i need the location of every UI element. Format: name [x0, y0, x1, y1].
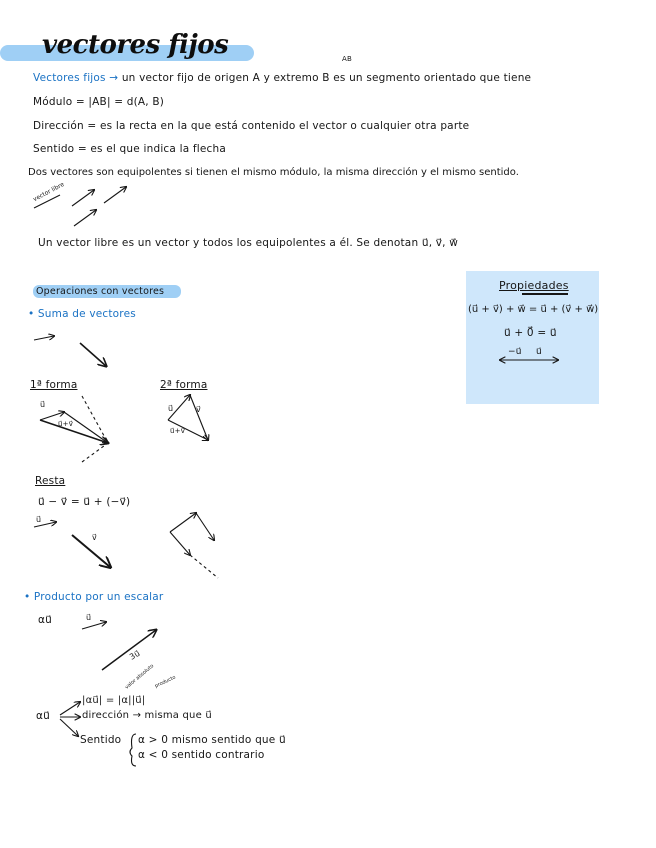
sentido-brace [130, 734, 136, 766]
resta-label-u: u⃗ [36, 515, 42, 524]
forma2-label-u: u⃗ [168, 404, 174, 413]
prop-opuesto-neg: −u⃗ [508, 347, 522, 357]
modulo-equation: |αu⃗| = |α||u⃗| [82, 695, 146, 706]
sentido-label: Sentido [80, 734, 122, 746]
forma1-u-arrow [40, 412, 64, 420]
equipolent-arrow-2 [104, 187, 126, 203]
forma1-label-uv: u⃗+v⃗ [58, 420, 74, 428]
alpha-u-branch: αu⃗ [36, 710, 50, 722]
direccion-line: Dirección = es la recta en la que está contenido el vector o cualquier otra parte [33, 120, 470, 132]
forma2-label: 2ª forma [160, 379, 208, 391]
suma-heading: • Suma de vectores [28, 308, 136, 320]
propiedades-title: Propiedades [499, 279, 569, 292]
vector-libre-underline [34, 195, 60, 208]
forma2-label-uv: u⃗+v⃗ [170, 427, 186, 435]
ab-superscript: AB [342, 55, 352, 63]
forma2-label-v: v⃗ [196, 405, 201, 414]
forma2-v-arrow [190, 395, 208, 440]
prop-neutro: u⃗ + 0⃗ = u⃗ [504, 327, 557, 339]
resta-equation: u⃗ − v⃗ = u⃗ + (−v⃗) [38, 496, 131, 508]
page-title: vectores fijos [42, 30, 229, 60]
operaciones-heading: Operaciones con vectores [36, 286, 165, 297]
three-u-label: 3u⃗ [128, 648, 142, 662]
branch-up [60, 702, 80, 715]
resta-diagram-1 [170, 513, 196, 532]
direccion-equation: dirección → misma que u⃗ [82, 710, 212, 721]
resta-label: Resta [35, 475, 66, 487]
definition-term: Vectores fijos [33, 72, 106, 84]
prop-opuesto-pos: u⃗ [536, 347, 542, 357]
suma-v-arrow [80, 343, 106, 366]
forma1-label: 1ª forma [30, 379, 78, 391]
forma1-dashed-2 [82, 443, 108, 462]
forma2-u-arrow [168, 395, 190, 420]
vector-libre-line: Un vector libre es un vector y todos los equipolentes a él. Se denotan u⃗, v⃗, w⃗ [38, 237, 459, 249]
definition-arrow: → [109, 72, 119, 84]
alpha-u-top: αu⃗ [38, 614, 52, 626]
definition-text: un vector fijo de origen A y extremo B es un segmento orientado que tiene [121, 72, 532, 84]
suma-u-arrow [34, 336, 54, 340]
resta-u-arrow [34, 522, 56, 527]
resta-diagram-2 [170, 532, 190, 555]
producto-label-u: u⃗ [86, 613, 92, 622]
producto-3u-arrow [102, 630, 156, 670]
forma2-sum-arrow [168, 420, 208, 440]
resta-label-v: v⃗ [92, 533, 97, 542]
equipolentes-line: Dos vectores son equipolentes si tienen el mismo módulo, la misma dirección y el mismo sentido. [28, 167, 519, 178]
sentido-line: Sentido = es el que indica la flecha [33, 143, 227, 155]
sentido-negative: α < 0 sentido contrario [138, 749, 265, 761]
modulo-line: Módulo = |AB| = d(A, B) [33, 96, 165, 108]
sentido-positive: α > 0 mismo sentido que u⃗ [138, 734, 286, 746]
branch-down [60, 719, 78, 736]
equipolent-arrow-3 [74, 210, 96, 226]
resta-v-arrow [72, 535, 110, 567]
equipolent-arrow-1 [72, 190, 94, 206]
producto-u-arrow [82, 622, 106, 629]
forma1-v-arrow [64, 412, 108, 443]
producto-heading: • Producto por un escalar [24, 591, 164, 603]
forma1-label-u: u⃗ [40, 400, 46, 409]
vector-libre-tag: vector libre [32, 180, 66, 204]
valor-absoluto-tag: valor absoluto [124, 663, 156, 691]
resta-diagram-3 [196, 513, 214, 540]
producto-tag: producto [154, 674, 177, 690]
prop-asociativa: (u⃗ + v⃗) + w⃗ = u⃗ + (v⃗ + w⃗) [468, 304, 599, 315]
resta-dashed [190, 555, 218, 578]
